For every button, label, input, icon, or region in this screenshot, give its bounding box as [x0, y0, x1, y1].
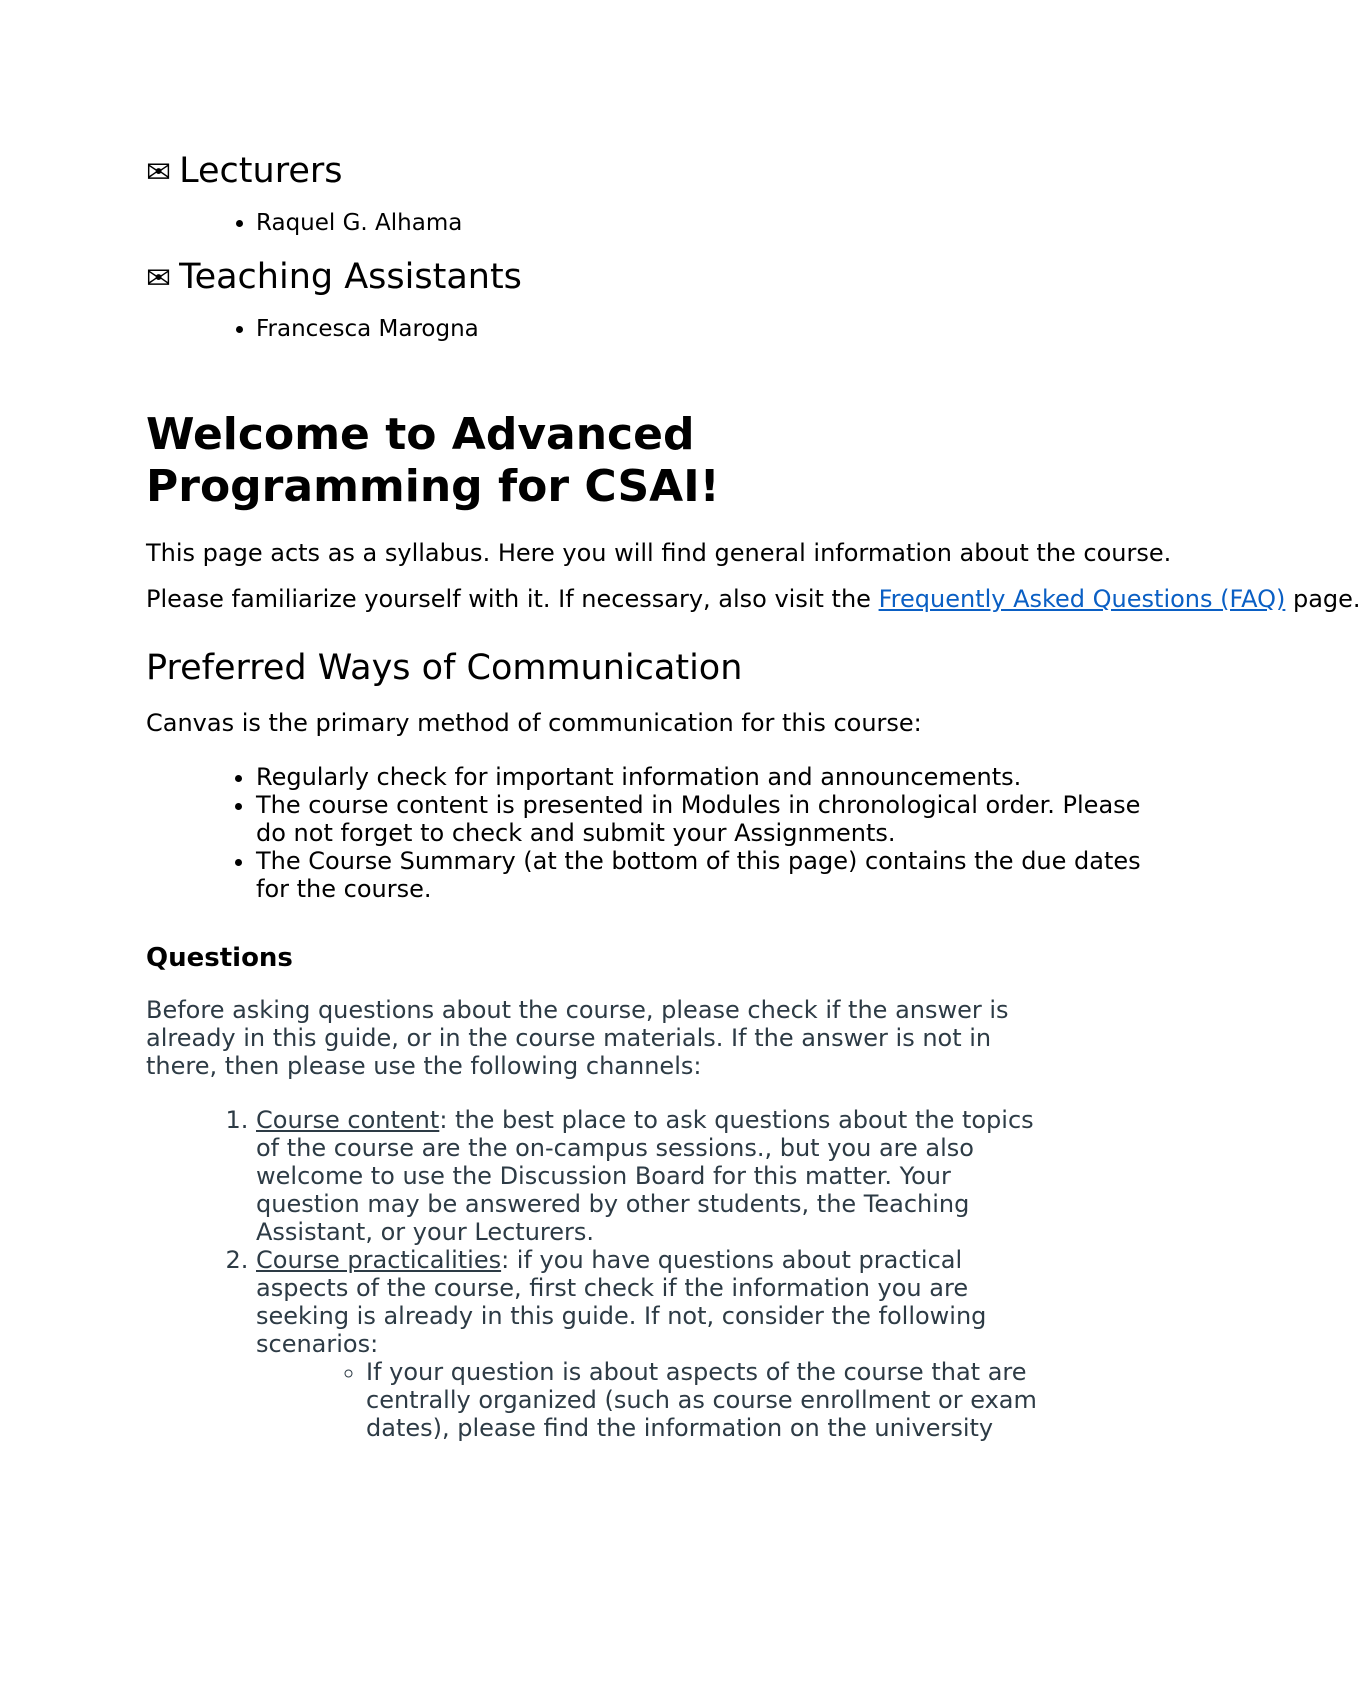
faq-link[interactable]: Frequently Asked Questions (FAQ) — [878, 585, 1286, 613]
communication-item: • The Course Summary (at the bottom of this page) contains the due dates for the course. — [256, 847, 1156, 903]
communication-item: • The course content is presented in Modules in chronological order. Please do not forget to check and submit your Assignments. — [256, 791, 1156, 847]
assistant-name: • Francesca Marogna — [256, 316, 1200, 344]
lecturers-list — [146, 210, 1200, 238]
communication-item: • Regularly check for important information and announcements. — [256, 763, 1156, 791]
channel-item — [256, 1246, 1056, 1442]
channels-list — [146, 1106, 1056, 1442]
intro-paragraph-2 — [146, 585, 1361, 613]
lecturer-name: • Raquel G. Alhama — [256, 210, 1200, 238]
intro-paragraph-1: This page acts as a syllabus. Here you will find general information about the course. — [146, 539, 1172, 567]
communication-heading: Preferred Ways of Communication — [146, 648, 743, 688]
scenario-item: ◦ If your question is about aspects of the course that are centrally organized (such as course enrollment or exam dates), please find the information on the university — [366, 1358, 1056, 1442]
channel-title: Course practicalities — [256, 1246, 502, 1275]
channel-item — [256, 1106, 1056, 1246]
lecturers-heading-text: Lecturers — [179, 151, 343, 191]
assistants-list — [146, 316, 1200, 344]
channel-text: : the best place to ask questions about the topics of the course are the on-campus sessions., but you are also welcome to use the Discussion Board for this matter. Your question may be answered by other students, the Teaching Assistant, or your Lecturers. — [256, 1106, 1034, 1247]
page-title: Welcome to Advanced Programming for CSAI! — [146, 409, 720, 513]
assistants-heading-text: Teaching Assistants — [179, 256, 522, 297]
channel-title: Course content — [256, 1106, 440, 1135]
mail-icon: ✉ — [146, 260, 172, 296]
communication-intro: Canvas is the primary method of communication for this course: — [146, 709, 922, 737]
document-page — [146, 150, 1361, 1443]
questions-heading: Questions — [146, 943, 293, 973]
questions-intro: Before asking questions about the course, please check if the answer is already in this guide, or in the course materials. If the answer is not in there, then please use the following channels: — [146, 996, 1009, 1081]
scenario-list — [256, 1358, 1056, 1442]
lecturers-heading — [146, 150, 1200, 192]
channel-text: : if you have questions about practical aspects of the course, first check if the information you are seeking is already in this guide. If not, consider the following scenarios: — [256, 1246, 987, 1359]
assistants-heading — [146, 256, 1200, 298]
intro-text-after-link: page. — [1285, 585, 1361, 613]
mail-icon: ✉ — [146, 155, 172, 190]
communication-list — [146, 763, 1156, 903]
intro-text-before-link: Please familiarize yourself with it. If necessary, also visit the — [146, 585, 879, 613]
